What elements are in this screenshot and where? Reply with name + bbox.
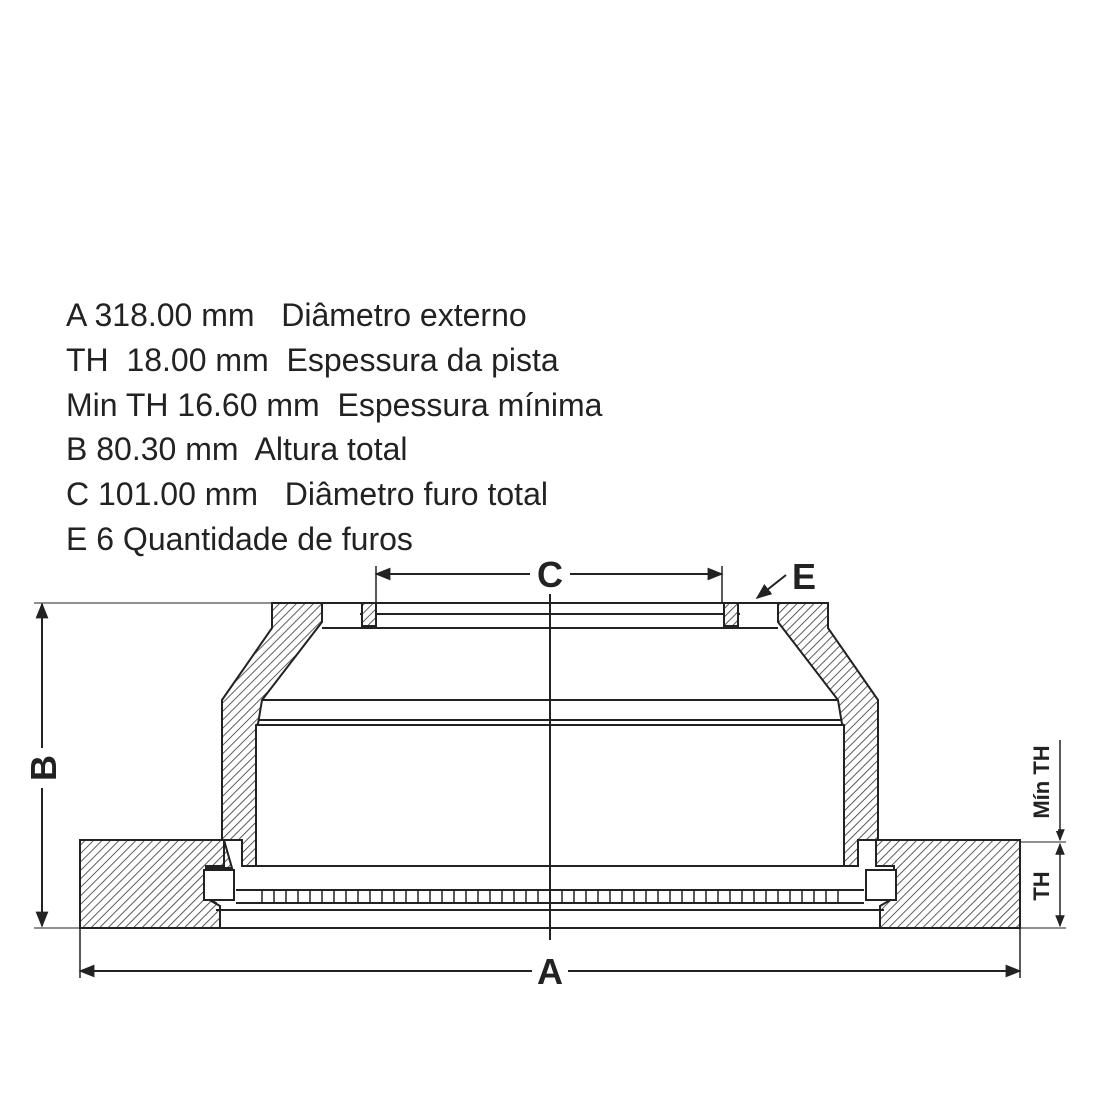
spec-description: Espessura da pista bbox=[286, 341, 559, 378]
spec-value: 318.00 mm bbox=[94, 297, 255, 333]
spec-description: Diâmetro externo bbox=[281, 297, 527, 333]
right-stud-pocket bbox=[866, 870, 896, 900]
left-hat-section bbox=[222, 603, 322, 866]
spec-value: 80.30 mm bbox=[96, 431, 239, 468]
left-stud-pocket bbox=[204, 870, 234, 900]
spec-description: Altura total bbox=[254, 431, 408, 468]
left-friction-ring-face bbox=[80, 840, 224, 928]
dim-e-leader bbox=[757, 575, 786, 598]
spec-value: 18.00 mm bbox=[126, 341, 269, 378]
spec-value: 16.60 mm bbox=[177, 386, 320, 423]
dim-label-min-th: Mín TH bbox=[1029, 745, 1054, 819]
right-bore-lip bbox=[724, 603, 738, 626]
dim-label-th: TH bbox=[1029, 871, 1054, 901]
spec-description: Quantidade de furos bbox=[122, 520, 413, 557]
dim-label-a: A bbox=[537, 951, 563, 992]
spec-description: Diâmetro furo total bbox=[284, 476, 548, 513]
spec-value: 6 bbox=[96, 520, 115, 557]
right-friction-ring-face bbox=[876, 840, 1020, 928]
spec-code: Min TH bbox=[66, 386, 169, 423]
dim-label-b: B bbox=[23, 755, 64, 781]
spec-code: A bbox=[66, 297, 86, 333]
spec-code: E bbox=[66, 520, 88, 557]
spec-value: 101.00 mm bbox=[98, 476, 259, 513]
spec-code: C bbox=[66, 476, 90, 513]
dim-label-c: C bbox=[537, 554, 563, 595]
right-hat-section bbox=[778, 603, 878, 866]
dim-label-e: E bbox=[792, 556, 817, 597]
spec-code: TH bbox=[66, 341, 109, 378]
left-bore-lip bbox=[362, 603, 376, 626]
spec-description: Espessura mínima bbox=[337, 386, 603, 423]
spec-code: B bbox=[66, 431, 88, 468]
